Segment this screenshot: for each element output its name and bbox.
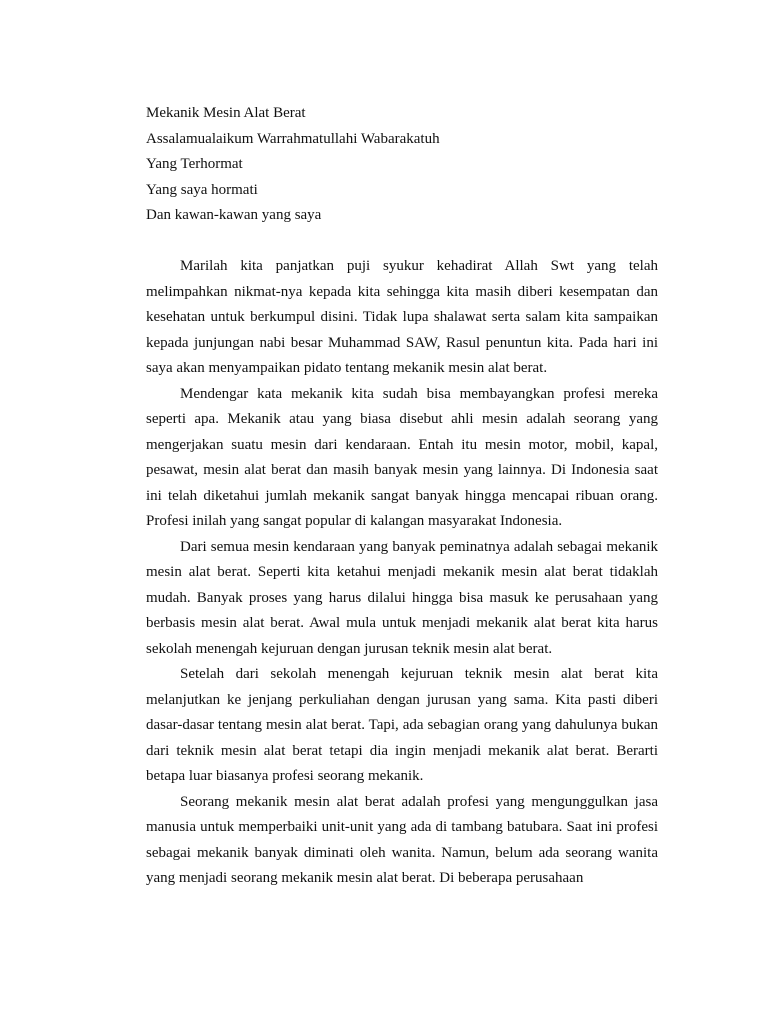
body-paragraph: Mendengar kata mekanik kita sudah bisa membayangkan profesi mereka seperti apa. Mekanik atau yang biasa disebut ahli mesin adalah seorang yang mengerjakan suatu mesin dari kendaraan. Entah itu mesin motor, mobil, kapal, pesawat, mesin alat berat dan masih banyak mesin yang lainnya. Di Indonesia saat ini telah diketahui jumlah mekanik sangat banyak hingga mencapai ribuan orang. Profesi inilah yang sangat popular di kalangan masyarakat Indonesia. [146, 385, 658, 529]
document-body [146, 254, 658, 892]
document-page [146, 101, 658, 892]
salutation-line: Dan kawan-kawan yang saya [146, 207, 322, 223]
document-header [146, 101, 658, 229]
body-paragraph: Seorang mekanik mesin alat berat adalah profesi yang mengunggulkan jasa manusia untuk memperbaiki unit-unit yang ada di tambang batubara. Saat ini profesi sebagai mekanik banyak diminati oleh wanita. Namun, belum ada seorang wanita yang menjadi seorang mekanik mesin alat berat. Di beberapa perusahaan [146, 793, 658, 886]
salutation-line: Yang Terhormat [146, 156, 243, 172]
body-paragraph: Dari semua mesin kendaraan yang banyak peminatnya adalah sebagai mekanik mesin alat berat. Seperti kita ketahui menjadi mekanik mesin alat berat tidaklah mudah. Banyak proses yang harus dilalui hingga bisa masuk ke perusahaan yang berbasis mesin alat berat. Awal mula untuk menjadi mekanik alat berat kita harus sekolah menengah kejuruan dengan jurusan teknik mesin alat berat. [146, 538, 658, 657]
salutation-line: Yang saya hormati [146, 181, 258, 198]
greeting-line: Assalamualaikum Warrahmatullahi Wabarakatuh [146, 130, 440, 147]
body-paragraph: Setelah dari sekolah menengah kejuruan teknik mesin alat berat kita melanjutkan ke jenjang perkuliahan dengan jurusan yang sama. Kita pasti diberi dasar-dasar tentang mesin alat berat. Tapi, ada sebagian orang yang dahulunya bukan dari teknik mesin alat berat tetapi dia ingin menjadi mekanik alat berat. Berarti betapa luar biasanya profesi seorang mekanik. [146, 666, 658, 784]
document-title: Mekanik Mesin Alat Berat [146, 105, 306, 121]
body-paragraph: Marilah kita panjatkan puji syukur kehadirat Allah Swt yang telah melimpahkan nikmat-nya kepada kita sehingga kita masih diberi kesempatan dan kesehatan untuk berkumpul disini. Tidak lupa shalawat serta salam kita sampaikan kepada junjungan nabi besar Muhammad SAW, Rasul penuntun kita. Pada hari ini saya akan menyampaikan pidato tentang mekanik mesin alat berat. [146, 258, 658, 376]
blank-line [146, 229, 658, 255]
